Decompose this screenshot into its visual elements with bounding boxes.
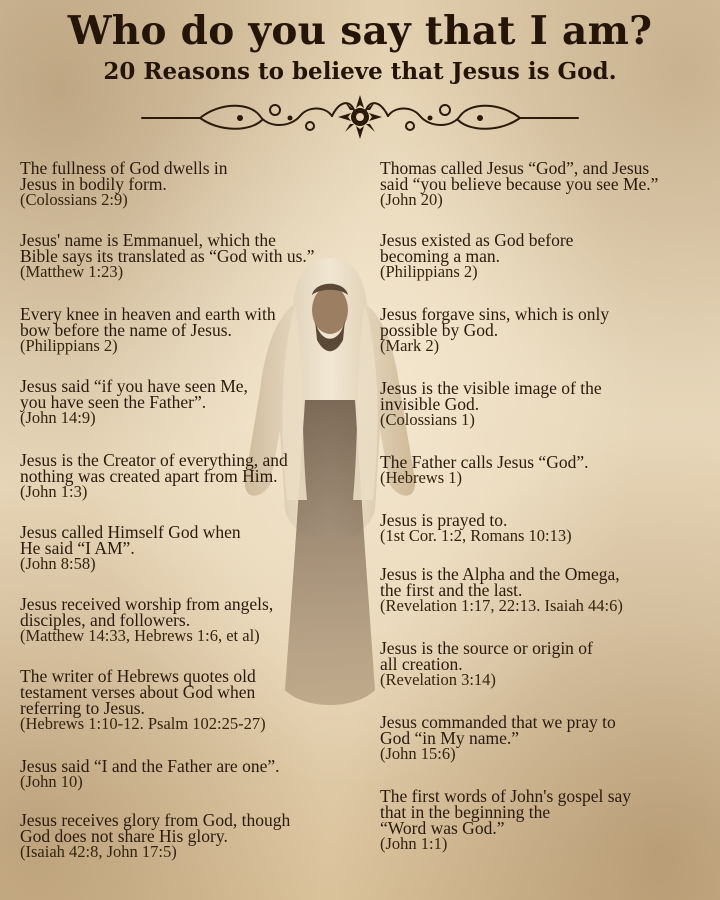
reason-item — [380, 714, 616, 762]
reason-item — [20, 758, 279, 790]
reason-line: Jesus existed as God before — [380, 230, 574, 250]
reason-line: He said “I AM”. — [20, 538, 135, 558]
reason-line: The fullness of God dwells in — [20, 158, 228, 178]
scripture-reference: (Colossians 2:9) — [20, 190, 128, 209]
reason-line: the first and the last. — [380, 580, 523, 600]
reason-item — [380, 306, 609, 354]
reason-item — [380, 566, 623, 614]
reason-item — [380, 640, 593, 688]
reason-line: Jesus is the source or origin of — [380, 638, 593, 658]
scripture-reference: (Matthew 1:23) — [20, 262, 124, 281]
page-title: Who do you say that I am? — [67, 8, 653, 54]
reason-line: Jesus is prayed to. — [380, 510, 508, 530]
reason-line: nothing was created apart from Him. — [20, 466, 278, 486]
scripture-reference: (1st Cor. 1:2, Romans 10:13) — [380, 526, 572, 545]
scripture-reference: (Isaiah 42:8, John 17:5) — [20, 842, 177, 861]
reason-line: Jesus received worship from angels, — [20, 594, 274, 614]
reason-line: bow before the name of Jesus. — [20, 320, 232, 340]
reason-line: Jesus' name is Emmanuel, which the — [20, 230, 276, 250]
reason-line: Bible says its translated as “God with us.” — [20, 246, 315, 266]
reason-item — [20, 596, 273, 644]
reason-line: “Word was God.” — [380, 818, 505, 838]
scripture-reference: (Revelation 1:17, 22:13. Isaiah 44:6) — [380, 596, 623, 615]
page-subtitle: 20 Reasons to believe that Jesus is God. — [103, 58, 617, 85]
reason-line: referring to Jesus. — [20, 698, 145, 718]
reason-line: God does not share His glory. — [20, 826, 228, 846]
reason-item — [380, 512, 572, 544]
reason-line: The first words of John's gospel say — [380, 786, 632, 806]
scripture-reference: (Revelation 3:14) — [380, 670, 496, 689]
reason-line: Jesus called Himself God when — [20, 522, 241, 542]
reason-line: Jesus said “I and the Father are one”. — [20, 756, 280, 776]
reason-line: The writer of Hebrews quotes old — [20, 666, 256, 686]
scripture-reference: (Mark 2) — [380, 336, 440, 355]
scripture-reference: (John 1:1) — [380, 834, 448, 853]
scripture-reference: (Philippians 2) — [20, 336, 118, 355]
reason-line: Jesus is the Creator of everything, and — [20, 450, 288, 470]
reason-line: testament verses about God when — [20, 682, 256, 702]
scripture-reference: (Philippians 2) — [380, 262, 478, 281]
reason-line: disciples, and followers. — [20, 610, 191, 630]
reason-line: all creation. — [380, 654, 463, 674]
scripture-reference: (John 14:9) — [20, 408, 96, 427]
scripture-reference: (Colossians 1) — [380, 410, 475, 429]
reason-item — [380, 454, 588, 486]
reason-item — [20, 452, 288, 500]
reason-line: Jesus receives glory from God, though — [20, 810, 291, 830]
reason-item — [20, 232, 315, 280]
reason-line: Every knee in heaven and earth with — [20, 304, 276, 324]
reason-item — [20, 306, 276, 354]
reason-item — [20, 160, 228, 208]
scripture-reference: (John 8:58) — [20, 554, 96, 573]
reason-line: The Father calls Jesus “God”. — [380, 452, 589, 472]
reason-item — [20, 812, 290, 860]
reason-item — [20, 668, 266, 732]
scripture-reference: (Matthew 14:33, Hebrews 1:6, et al) — [20, 626, 260, 645]
reason-item — [380, 788, 631, 852]
scripture-reference: (John 10) — [20, 772, 83, 791]
scripture-reference: (Hebrews 1:10-12. Psalm 102:25-27) — [20, 714, 266, 733]
scripture-reference: (John 1:3) — [20, 482, 88, 501]
reason-line: Thomas called Jesus “God”, and Jesus — [380, 158, 650, 178]
scripture-reference: (Hebrews 1) — [380, 468, 463, 487]
reason-line: Jesus in bodily form. — [20, 174, 167, 194]
reason-item — [380, 380, 602, 428]
reason-item — [20, 524, 241, 572]
flourish-divider-icon — [140, 92, 580, 142]
reason-line: possible by God. — [380, 320, 499, 340]
reason-item — [380, 160, 658, 208]
reason-line: Jesus said “if you have seen Me, — [20, 376, 248, 396]
reason-line: God “in My name.” — [380, 728, 519, 748]
reason-line: becoming a man. — [380, 246, 501, 266]
reason-item — [20, 378, 248, 426]
reason-line: Jesus commanded that we pray to — [380, 712, 616, 732]
reason-line: you have seen the Father”. — [20, 392, 207, 412]
reason-line: that in the beginning the — [380, 802, 551, 822]
reason-line: Jesus forgave sins, which is only — [380, 304, 610, 324]
reason-line: said “you believe because you see Me.” — [380, 174, 659, 194]
scripture-reference: (John 15:6) — [380, 744, 456, 763]
reason-line: Jesus is the Alpha and the Omega, — [380, 564, 620, 584]
reason-line: invisible God. — [380, 394, 480, 414]
reason-item — [380, 232, 573, 280]
reason-line: Jesus is the visible image of the — [380, 378, 602, 398]
scripture-reference: (John 20) — [380, 190, 443, 209]
